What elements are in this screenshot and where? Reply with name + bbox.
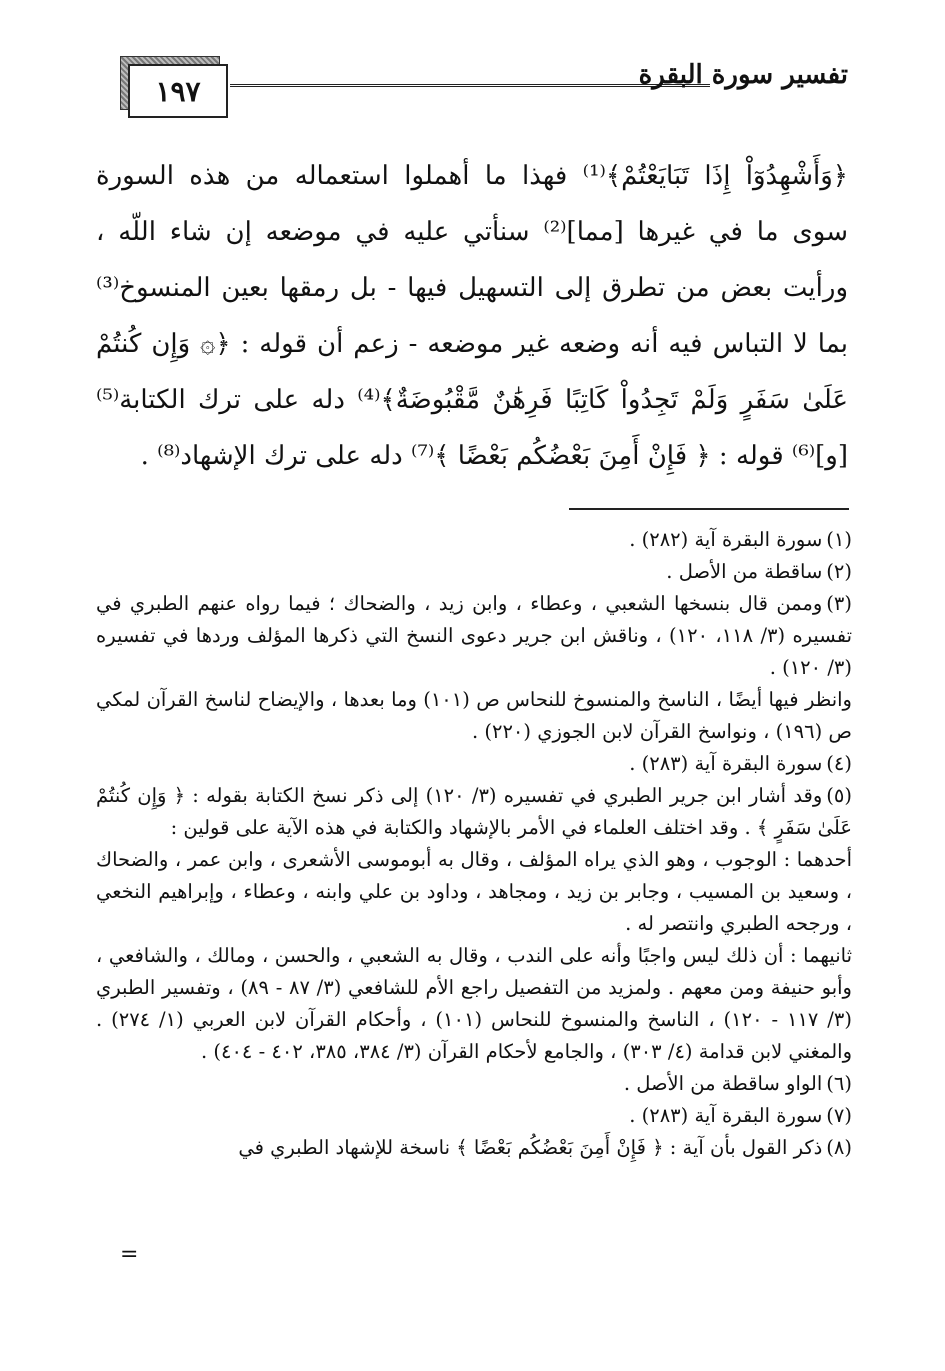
- running-title: تفسير سورة البقرة: [638, 60, 848, 90]
- footnote-7: (٧)سورة البقرة آية (٢٨٣) .: [629, 1104, 852, 1127]
- footnote-3: (٣)وممن قال بنسخها الشعبي ، وعطاء ، وابن زيد ، والضحاك ؛ فيما رواه عنهم الطبري في تفسيره (٣/ ١١٨، ١٢٠) ، وناقش ابن جرير دعوى النسخ التي ذكرها المؤلف وردها في تفسيره (٣/ ١٢٠) .: [96, 592, 852, 679]
- continuation-mark: =: [120, 1242, 139, 1267]
- page-number: ١٩٧: [128, 64, 228, 118]
- footnote-5: (٥)وقد أشار ابن جرير الطبري في تفسيره (٣/ ١٢٠) إلى ذكر نسخ الكتابة بقوله : ﴿ وَإِن كُنتُمْ عَلَىٰ سَفَرٍ ﴾ . وقد اختلف العلماء في الأمر بالإشهاد والكتابة في هذه الآية على قولين :: [96, 784, 852, 839]
- footnote-4: (٤)سورة البقرة آية (٢٨٣) .: [629, 752, 852, 775]
- footnote-separator: [569, 508, 849, 510]
- footnote-8: (٨)ذكر القول بأن آية : ﴿ فَإِنْ أَمِنَ بَعْضُكُم بَعْضًا ﴾ ناسخة للإشهاد الطبري في: [238, 1136, 852, 1159]
- footnote-2: (٢)ساقطة من الأصل .: [666, 560, 852, 583]
- footnotes: [96, 524, 852, 1164]
- page-header: [118, 44, 848, 122]
- main-text: [96, 148, 848, 490]
- main-paragraph: ﴿وَأَشْهِدُوٓاْ إِذَا تَبَايَعْتُمْ﴾⁽¹⁾ فهذا ما أهملوا استعماله من هذه السورة سوى ما في غيرها [مما]⁽²⁾ سنأتي عليه في موضعه إن شاء اللّه ، ورأيت بعض من تطرق إلى التسهيل فيها - بل رمقها بعين المنسوخ⁽³⁾ بما لا التباس فيه أنه وضعه غير موضعه - زعم أن قوله : ﴿۞ وَإِن كُنتُمْ عَلَىٰ سَفَرٍ وَلَمْ تَجِدُواْ كَاتِبًا فَرِهَٰنٌ مَّقْبُوضَةٌ﴾⁽⁴⁾ دله على ترك الكتابة⁽⁵⁾ [و]⁽⁶⁾ قوله : ﴿ فَإِنْ أَمِنَ بَعْضُكُم بَعْضًا ﴾⁽⁷⁾ دله على ترك الإشهاد⁽⁸⁾ .: [96, 161, 848, 471]
- footnote-1: (١)سورة البقرة آية (٢٨٢) .: [629, 528, 852, 551]
- footnote-6: (٦)الواو ساقطة من الأصل .: [623, 1072, 852, 1095]
- footnote-3-continued: وانظر فيها أيضًا ، الناسخ والمنسوخ للنحاس ص (١٠١) وما بعدها ، والإيضاح لناسخ القرآن لمكي ص (١٩٦) ، ونواسخ القرآن لابن الجوزي (٢٢٠) .: [96, 688, 852, 743]
- footnote-5-opinion-1: أحدهما : الوجوب ، وهو الذي يراه المؤلف ، وقال به أبوموسى الأشعرى ، وابن عمر ، والضحاك ، وسعيد بن المسيب ، وجابر بن زيد ، ومجاهد ، وداود بن علي وابنه ، وعطاء ، وإبراهيم النخعي ، ورجحه الطبري وانتصر له .: [96, 848, 852, 935]
- footnote-5-opinion-2: ثانيهما : أن ذلك ليس واجبًا وأنه على الندب ، وقال به الشعبي ، والحسن ، ومالك ، والشافعي ، وأبو حنيفة ومن معهم . ولمزيد من التفصيل راجع الأم للشافعي (٣/ ٨٧ - ٨٩) ، وتفسير الطبري (٣/ ١١٧ - ١٢٠) ، الناسخ والمنسوخ للنحاس (١٠١) ، وأحكام القرآن لابن العربي (١/ ٢٧٤) . والمغني لابن قدامة (٤/ ٣٠٣) ، والجامع لأحكام القرآن (٣/ ٣٨٤، ٣٨٥، ٤٠٢ - ٤٠٤) .: [96, 944, 852, 1063]
